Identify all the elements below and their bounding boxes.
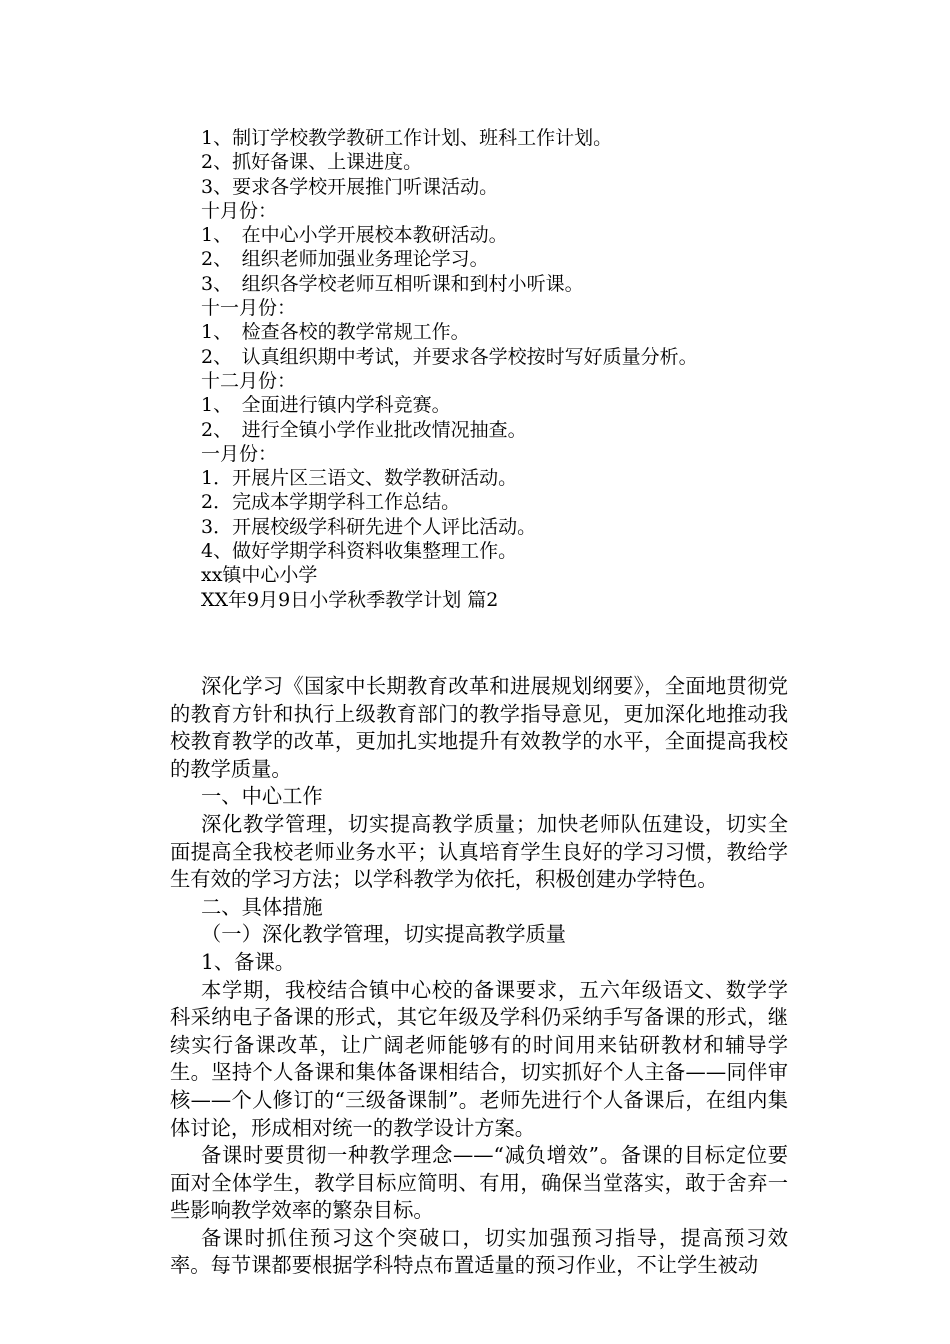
monthly-plan-list <box>201 126 901 612</box>
plan-line: 4、做好学期学科资料收集整理工作。 <box>201 540 518 563</box>
plan-line: 2、 组织老师加强业务理论学习。 <box>201 248 489 271</box>
body-paragraph: 深化教学管理，切实提高教学质量；加快老师队伍建设，切实全面提高全我校老师业务水平；认真培育学生良好的学习习惯，教给学生有效的学习方法；以学科教学为依托，积极创建办学特色。 <box>170 811 788 892</box>
plan-body <box>170 673 788 1280</box>
school-signature: xx镇中心小学 <box>201 564 318 587</box>
item-heading: 1、备课。 <box>201 949 296 974</box>
subsection-heading: （一）深化教学管理，切实提高教学质量 <box>201 922 567 947</box>
month-heading: 一月份： <box>201 442 278 465</box>
body-paragraph: 本学期，我校结合镇中心校的备课要求，五六年级语文、数学学科采纳电子备课的形式，其它年级及学科仍采纳手写备课的形式，继续实行备课改革，让广阔老师能够有的时间用来钻研教材和辅导学生。坚持个人备课和集体备课相结合，切实抓好个人主备——同伴审核——个人修订的“三级备课制”。老师先进行个人备课后，在组内集体讨论，形成相对统一的教学设计方案。 <box>170 977 788 1140</box>
plan-line: 1、 全面进行镇内学科竞赛。 <box>201 394 451 417</box>
month-heading: 十二月份： <box>201 369 297 392</box>
intro-paragraph: 深化学习《国家中长期教育改革和进展规划纲要》，全面地贯彻党的教育方针和执行上级教育部门的教学指导意见，更加深化地推动我校教育教学的改革，更加扎实地提升有效教学的水平，全面提高我校的教学质量。 <box>170 674 788 781</box>
plan-line: 2、抓好备课、上课进度。 <box>201 151 423 174</box>
plan-line: 1、制订学校教学教研工作计划、班科工作计划。 <box>201 127 613 149</box>
plan-line: 2、 认真组织期中考试，并要求各学校按时写好质量分析。 <box>201 345 698 368</box>
month-heading: 十一月份： <box>201 297 297 320</box>
plan-line: 3、 组织各学校老师互相听课和到村小听课。 <box>201 272 584 295</box>
plan-line: 3．开展校级学科研先进个人评比活动。 <box>201 515 537 538</box>
body-paragraph: 备课时抓住预习这个突破口，切实加强预习指导，提高预习效率。每节课都要根据学科特点布置适量的预习作业，不让学生被动 <box>170 1225 788 1278</box>
plan-line: 1．开展片区三语文、数学教研活动。 <box>201 467 518 490</box>
plan-line: 1、 检查各校的教学常规工作。 <box>201 321 470 344</box>
plan-line: 1、 在中心小学开展校本教研活动。 <box>201 224 508 247</box>
plan-line: 3、要求各学校开展推门听课活动。 <box>201 175 499 198</box>
body-paragraph: 备课时要贯彻一种教学理念——“减负增效”。备课的目标定位要面对全体学生，教学目标应简明、有用，确保当堂落实，敢于舍弃一些影响教学效率的繁杂目标。 <box>170 1143 788 1223</box>
plan-line: 2、 进行全镇小学作业批改情况抽查。 <box>201 418 527 441</box>
section-heading: 二、具体措施 <box>201 894 323 919</box>
date-and-section-title: XX年9月9日小学秋季教学计划 篇2 <box>201 588 499 611</box>
month-heading: 十月份： <box>201 199 278 222</box>
plan-line: 2．完成本学期学科工作总结。 <box>201 491 461 514</box>
section-heading: 一、中心工作 <box>201 784 323 809</box>
